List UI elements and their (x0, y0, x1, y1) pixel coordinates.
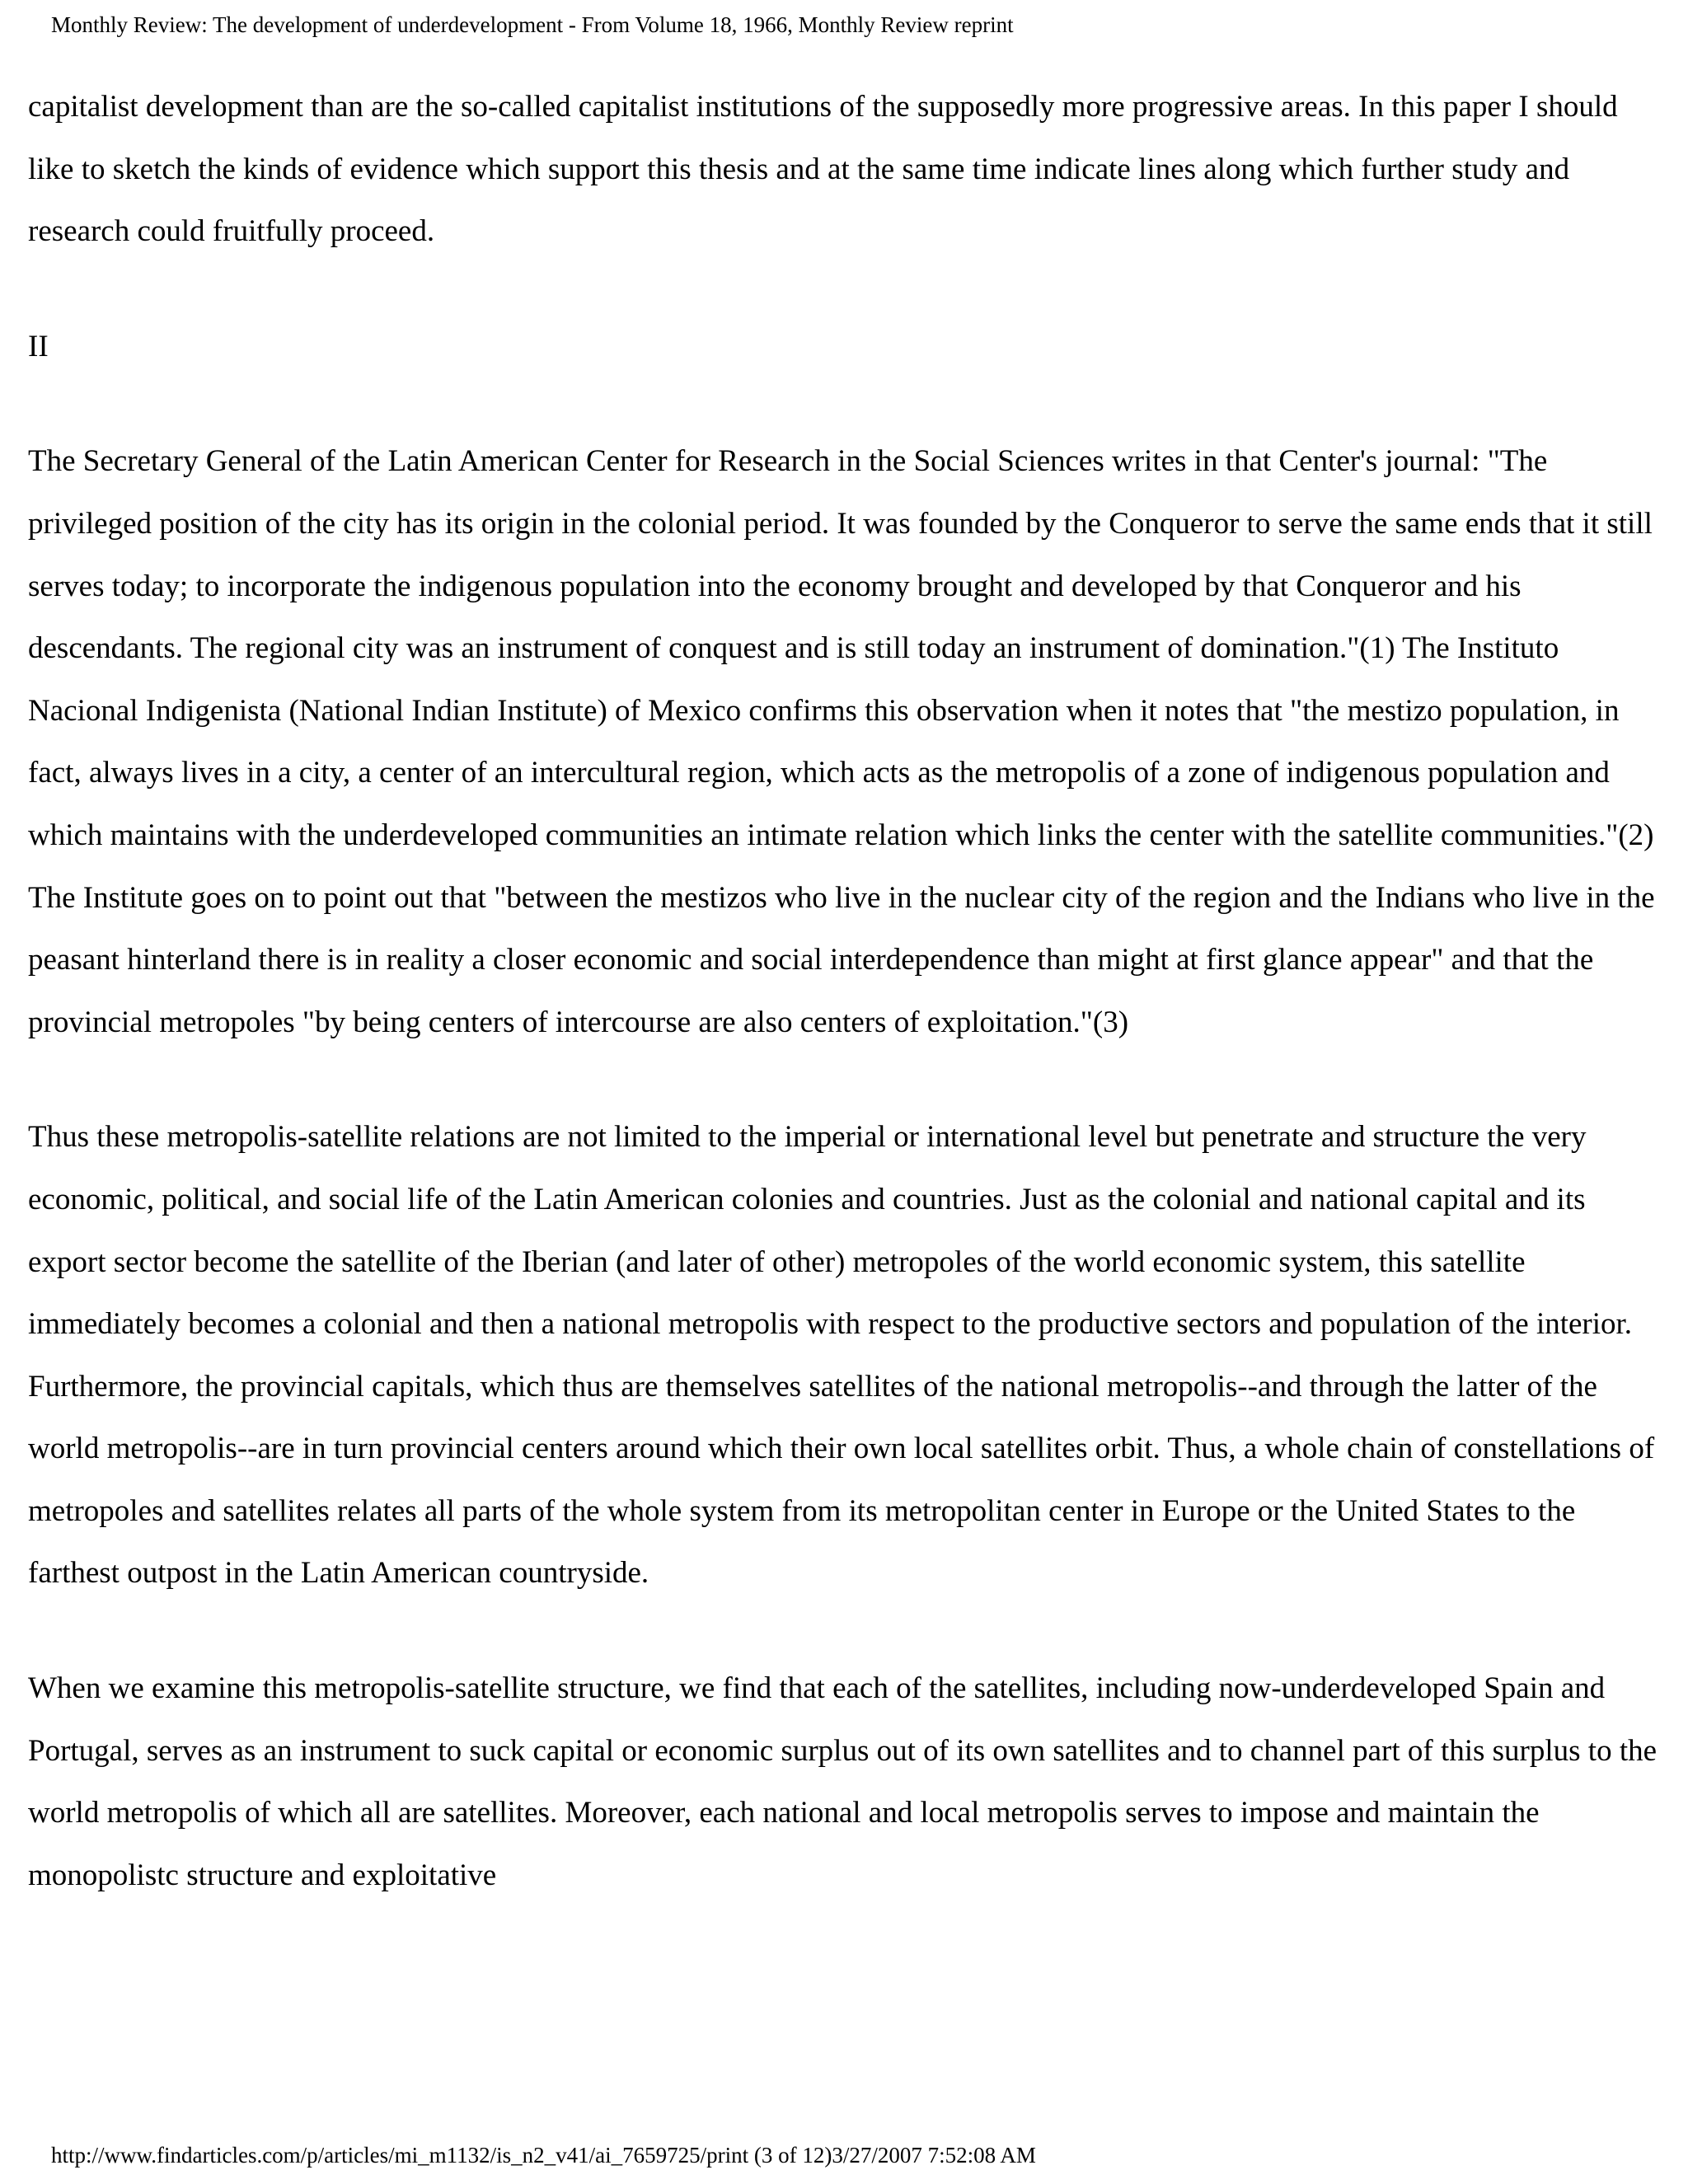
paragraph-spacer (28, 263, 1668, 316)
paragraph-spacer (28, 1605, 1668, 1657)
paragraph-2: Thus these metropolis-satellite relations are not limited to the imperial or international level but penetrate and structure the very economic, political, and social life of the Latin American colonies and countries. Just as the colonial and national capital and its export sector become the satellite of the Iberian (and later of other) metropoles of the world economic system, this satellite immediately becomes a colonial and then a national metropolis with respect to the productive sectors and population of the interior. Furthermore, the provincial capitals, which thus are themselves satellites of the national metropolis--and through the latter of the world metropolis--are in turn provincial centers around which their own local satellites orbit. Thus, a whole chain of constellations of metropoles and satellites relates all parts of the whole system from its metropolitan center in Europe or the United States to the farthest outpost in the Latin American countryside. (28, 1120, 1655, 1591)
paragraph-spacer (28, 1053, 1668, 1106)
page-footer: http://www.findarticles.com/p/articles/mi_m1132/is_n2_v41/ai_7659725/print (3 of 12)3/27/2007 7:52:08 AM (51, 2143, 1036, 2168)
paragraph-intro-continuation: capitalist development than are the so-called capitalist institutions of the supposedly more progressive areas. In this paper I should like to sketch the kinds of evidence which support this thesis and at the same time indicate lines along which further study and research could fruitfully proceed. (28, 90, 1618, 249)
paragraph-1: The Secretary General of the Latin American Center for Research in the Social Sciences writes in that Center's journal: "The privileged position of the city has its origin in the colonial period. It was founded by the Conqueror to serve the same ends that it still serves today; to incorporate the indigenous population into the economy brought and developed by that Conqueror and his descendants. The regional city was an instrument of conquest and is still today an instrument of domination."(1) The Instituto Nacional Indigenista (National Indian Institute) of Mexico confirms this observation when it notes that "the mestizo population, in fact, always lives in a city, a center of an intercultural region, which acts as the metropolis of a zone of indigenous population and which maintains with the underdeveloped communities an intimate relation which links the center with the satellite communities."(2) The Institute goes on to point out that "between the mestizos who live in the nuclear city of the region and the Indians who live in the peasant hinterland there is in reality a closer economic and social interdependence than might at first glance appear" and that the provincial metropoles "by being centers of intercourse are also centers of exploitation."(3) (28, 444, 1655, 1039)
paragraph-3: When we examine this metropolis-satellite structure, we find that each of the satellites, including now-underdeveloped Spain and Portugal, serves as an instrument to suck capital or economic surplus out of its own satellites and to channel part of this surplus to the world metropolis of which all are satellites. Moreover, each national and local metropolis serves to impose and maintain the monopolistc structure and exploitative (28, 1671, 1658, 1892)
section-number: II (28, 329, 49, 363)
paragraph-spacer (28, 377, 1668, 430)
page-header: Monthly Review: The development of underdevelopment - From Volume 18, 1966, Monthly Review reprint (51, 12, 1014, 37)
article-body (28, 76, 1668, 1906)
